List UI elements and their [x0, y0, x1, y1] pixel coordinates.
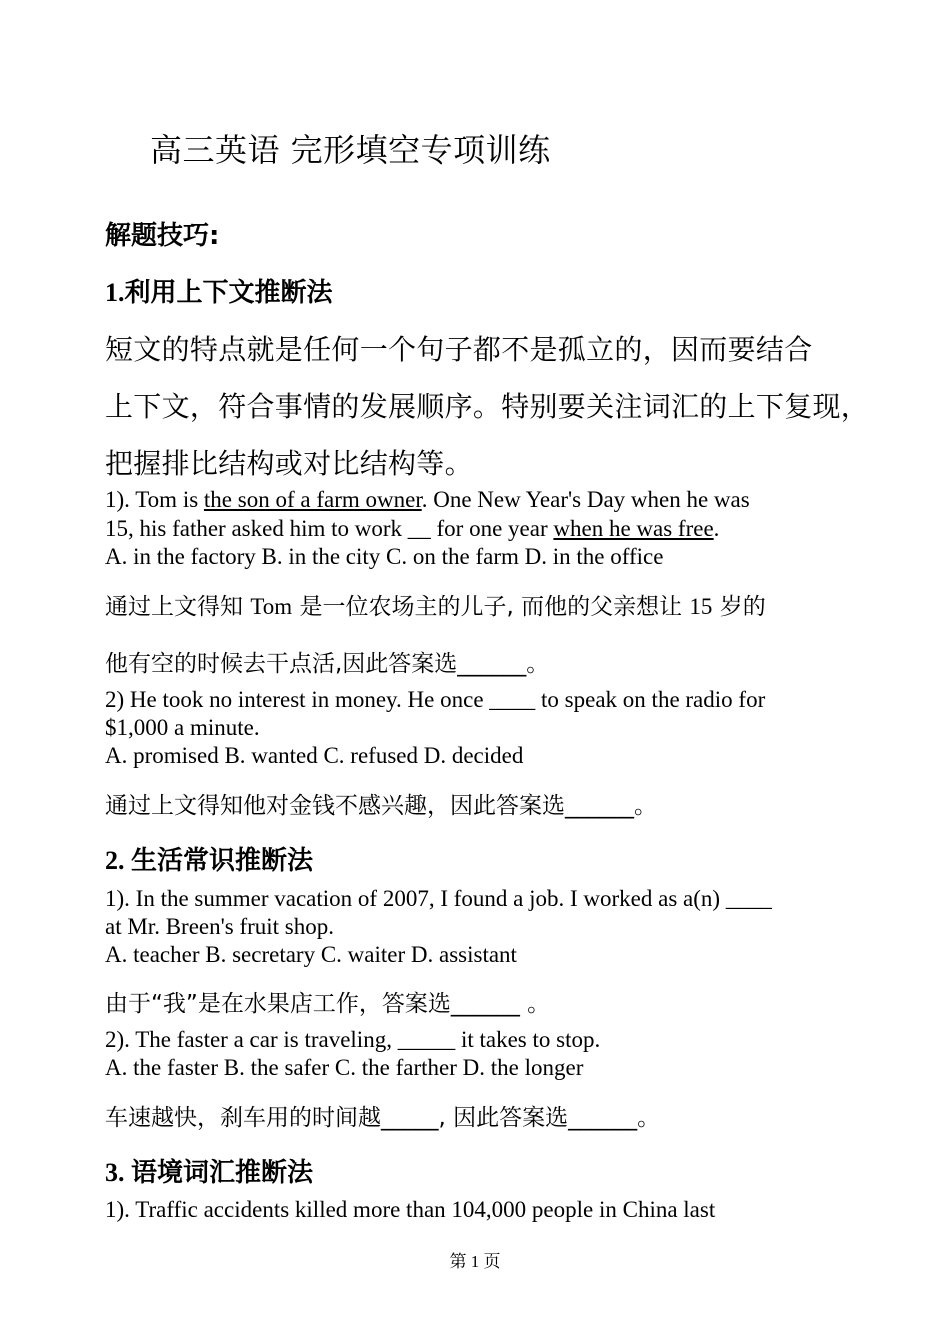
s1-q1-explain-text: 是一位农场主的儿子, 而他的父亲想让 [292, 594, 690, 620]
section-1-desc-line-3: 把握排比结构或对比结构等。 [105, 447, 473, 480]
page-footer: 第 1 页 [449, 1252, 501, 1271]
s2-q1-explain: 由于“我”是在水果店工作，答案选______ 。 [105, 991, 551, 1017]
s2-q1-options: A. teacher B. secretary C. waiter D. assistant [105, 942, 517, 967]
section-3-number: 3. [105, 1158, 131, 1187]
section-1-desc-line-1: 短文的特点就是任何一个句子都不是孤立的，因而要结合 [105, 333, 813, 366]
s1-q1-text: . One New Year's Day when he was [421, 487, 750, 512]
s3-q1-line-1: 1). Traffic accidents killed more than 104,000 people in China last [105, 1197, 716, 1222]
s1-q1-explain-text: 通过上文得知 [105, 594, 251, 620]
section-2-title: 生活常识推断法 [131, 846, 314, 876]
s1-q2-line-2: $1,000 a minute. [105, 715, 260, 740]
page-title: 高三英语 完形填空专项训练 [150, 131, 551, 169]
s1-q1-explain-name: Tom [250, 594, 293, 619]
section-1-heading [105, 272, 333, 309]
s2-q2-explain: 车速越快，刹车用的时间越_____, 因此答案选______。 [105, 1105, 661, 1131]
skills-heading: 解题技巧: [105, 221, 220, 251]
s1-q1-explain-age: 15 [689, 594, 713, 619]
section-1-title: 利用上下文推断法 [124, 278, 333, 308]
s1-q1-line-2 [105, 515, 719, 544]
s1-q1-underlined-clue-2: when he was free [553, 516, 714, 541]
s1-q1-explain-line-2: 他有空的时候去干点活,因此答案选______。 [105, 651, 550, 677]
s2-q2-line-1: 2). The faster a car is traveling, _____ it takes to stop. [105, 1027, 601, 1052]
s1-q1-line-1 [105, 486, 750, 515]
s1-q1-underlined-clue-1: the son of a farm owner [203, 487, 422, 512]
section-1-number: 1. [105, 278, 125, 307]
s1-q1-explain-line-1 [105, 588, 766, 621]
s1-q1-options: A. in the factory B. in the city C. on the farm D. in the office [105, 544, 664, 569]
s1-q2-explain: 通过上文得知他对金钱不感兴趣，因此答案选______。 [105, 793, 657, 819]
section-2-number: 2. [105, 846, 131, 875]
section-2-heading [105, 840, 313, 877]
section-3-heading [105, 1152, 313, 1189]
s1-q2-options: A. promised B. wanted C. refused D. decided [105, 743, 524, 768]
s1-q1-explain-text: 岁的 [712, 594, 766, 620]
s1-q1-text: . [713, 516, 720, 541]
section-1-desc-line-2: 上下文，符合事情的发展顺序。特别要关注词汇的上下复现， [105, 390, 870, 423]
s2-q1-line-2: at Mr. Breen's fruit shop. [105, 914, 335, 939]
s2-q2-options: A. the faster B. the safer C. the farther D. the longer [105, 1055, 584, 1080]
s1-q1-text: 15, his father asked him to work __ for one year [105, 516, 554, 541]
section-3-title: 语境词汇推断法 [131, 1158, 314, 1188]
s1-q2-line-1: 2) He took no interest in money. He once ____ to speak on the radio for [105, 687, 766, 712]
s1-q1-text: 1). Tom is [105, 487, 204, 512]
s2-q1-line-1: 1). In the summer vacation of 2007, I found a job. I worked as a(n) ____ [105, 886, 772, 911]
